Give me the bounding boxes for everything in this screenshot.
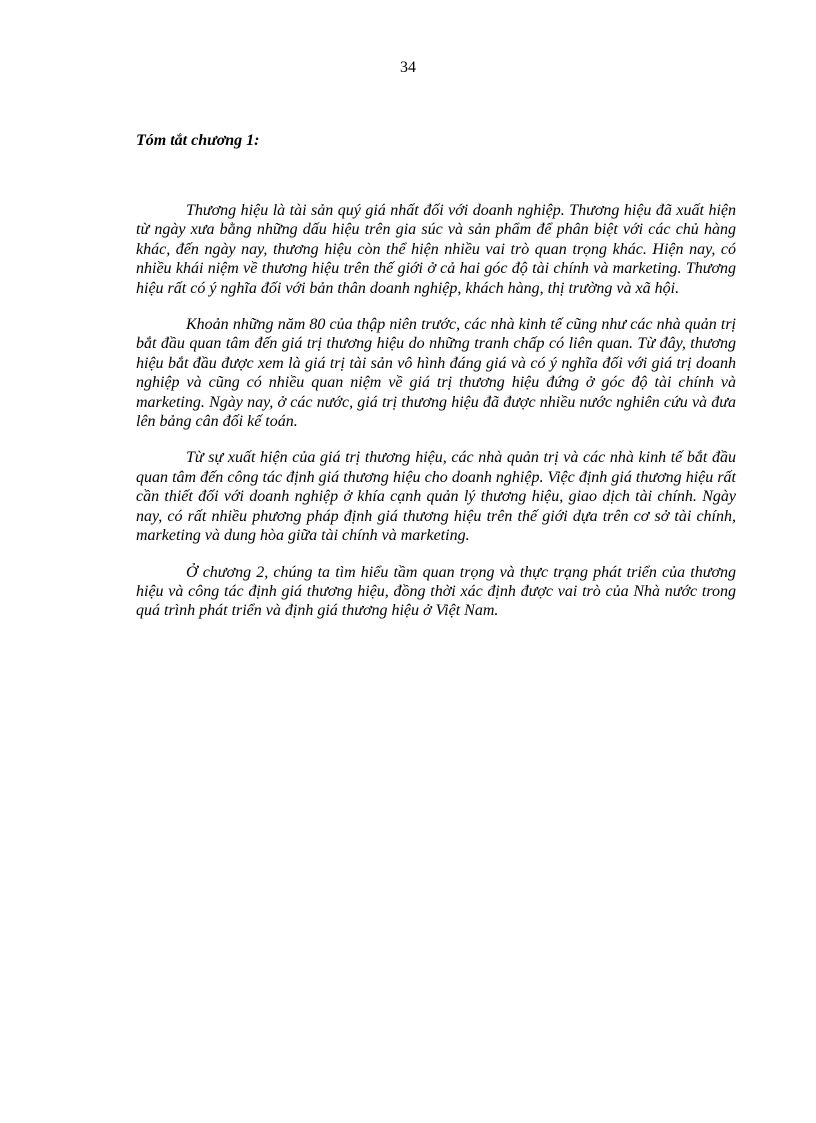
chapter-summary-body: [136, 201, 736, 638]
summary-paragraph-3: Từ sự xuất hiện của giá trị thương hiệu, các nhà quản trị và các nhà kinh tế bắt đầu quan tâm đến công tác định giá thương hiệu cho doanh nghiệp. Việc định giá thương hiệu rất cần thiết đối với doanh nghiệp ở khía cạnh quản lý thương hiệu, giao dịch tài chính. Ngày nay, có rất nhiều phương pháp định giá thương hiệu trên thế giới dựa trên cơ sở tài chính, marketing và dung hòa giữa tài chính và marketing.: [136, 449, 736, 545]
page-number: 34: [400, 59, 416, 76]
summary-paragraph-4: Ở chương 2, chúng ta tìm hiểu tầm quan trọng và thực trạng phát triển của thương hiệu và công tác định giá thương hiệu, đồng thời xác định được vai trò của Nhà nước trong quá trình phát triển và định giá thương hiệu ở Việt Nam.: [136, 563, 736, 620]
section-title: Tóm tắt chương 1:: [136, 132, 260, 149]
summary-paragraph-1: Thương hiệu là tài sản quý giá nhất đối với doanh nghiệp. Thương hiệu đã xuất hiện từ ngày xưa bằng những dấu hiệu trên gia súc và sản phẩm để phân biệt với các chủ hàng khác, đến ngày nay, thương hiệu còn thể hiện nhiều vai trò quan trọng khác. Hiện nay, có nhiều khái niệm về thương hiệu trên thế giới ở cả hai góc độ tài chính và marketing. Thương hiệu rất có ý nghĩa đối với bản thân doanh nghiệp, khách hàng, thị trường và xã hội.: [136, 202, 736, 297]
summary-paragraph-2: Khoản những năm 80 của thập niên trước, các nhà kinh tế cũng như các nhà quản trị bắt đầu quan tâm đến giá trị thương hiệu do những tranh chấp có liên quan. Từ đây, thương hiệu bắt đầu được xem là giá trị tài sản vô hình đáng giá và có ý nghĩa đối với giá trị doanh nghiệp và cũng có nhiều quan niệm về giá trị thương hiệu đứng ở góc độ tài chính và marketing. Ngày nay, ở các nước, giá trị thương hiệu đã được nhiều nước nghiên cứu và đưa lên bảng cân đối kế toán.: [136, 316, 736, 431]
